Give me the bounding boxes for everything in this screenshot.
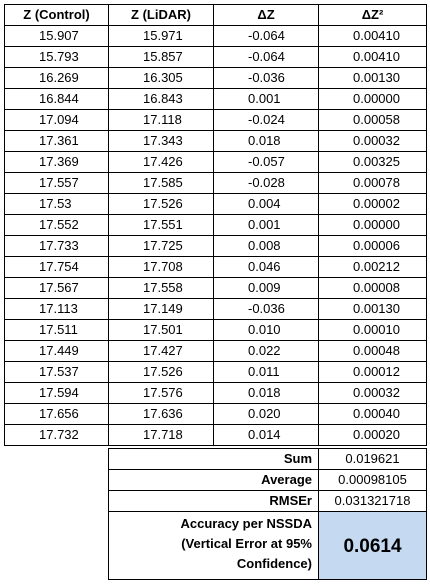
delta-z-cell: -0.024 [213,109,319,131]
delta-z-cell: 0.046 [213,256,319,278]
delta-z-squared-cell: 0.00410 [318,25,427,47]
z-control-cell: 17.449 [4,340,109,362]
delta-z-cell: -0.036 [213,67,319,89]
header-delta-z-squared: ΔZ² [318,4,427,26]
delta-z-cell: -0.028 [213,172,319,194]
z-control-cell: 17.552 [4,214,109,236]
z-lidar-cell: 17.708 [108,256,214,278]
delta-z-squared-cell: 0.00410 [318,46,427,68]
delta-z-cell: 0.020 [213,403,319,425]
delta-z-squared-cell: 0.00032 [318,130,427,152]
z-control-cell: 17.369 [4,151,109,173]
z-lidar-cell: 17.636 [108,403,214,425]
delta-z-cell: -0.057 [213,151,319,173]
z-lidar-cell: 17.576 [108,382,214,404]
delta-z-squared-cell: 0.00000 [318,214,427,236]
z-control-cell: 17.732 [4,424,109,446]
delta-z-squared-cell: 0.00010 [318,319,427,341]
z-control-cell: 17.567 [4,277,109,299]
z-lidar-cell: 17.343 [108,130,214,152]
z-lidar-cell: 15.971 [108,25,214,47]
accuracy-value: 0.0614 [318,511,427,580]
z-control-cell: 17.656 [4,403,109,425]
z-lidar-cell: 16.305 [108,67,214,89]
delta-z-cell: -0.064 [213,46,319,68]
z-lidar-cell: 16.843 [108,88,214,110]
z-lidar-cell: 17.551 [108,214,214,236]
z-lidar-cell: 17.501 [108,319,214,341]
z-control-cell: 17.537 [4,361,109,383]
z-control-cell: 17.113 [4,298,109,320]
header-z-control: Z (Control) [4,4,109,26]
z-lidar-cell: 17.526 [108,193,214,215]
delta-z-cell: -0.036 [213,298,319,320]
header-z-lidar: Z (LiDAR) [108,4,214,26]
delta-z-cell: -0.064 [213,25,319,47]
z-lidar-cell: 17.427 [108,340,214,362]
z-lidar-cell: 17.718 [108,424,214,446]
delta-z-cell: 0.018 [213,382,319,404]
delta-z-squared-cell: 0.00008 [318,277,427,299]
z-lidar-cell: 17.149 [108,298,214,320]
z-control-cell: 17.094 [4,109,109,131]
delta-z-squared-cell: 0.00058 [318,109,427,131]
z-lidar-cell: 15.857 [108,46,214,68]
delta-z-squared-cell: 0.00000 [318,88,427,110]
z-control-cell: 17.53 [4,193,109,215]
z-control-cell: 16.269 [4,67,109,89]
header-delta-z: ΔZ [213,4,319,26]
z-control-cell: 15.793 [4,46,109,68]
delta-z-cell: 0.010 [213,319,319,341]
average-label: Average [108,469,319,491]
z-lidar-cell: 17.426 [108,151,214,173]
delta-z-squared-cell: 0.00040 [318,403,427,425]
average-value: 0.00098105 [318,469,427,491]
delta-z-squared-cell: 0.00130 [318,67,427,89]
delta-z-cell: 0.001 [213,88,319,110]
delta-z-cell: 0.008 [213,235,319,257]
rmse-value: 0.031321718 [318,490,427,512]
delta-z-cell: 0.009 [213,277,319,299]
z-control-cell: 17.557 [4,172,109,194]
z-control-cell: 17.361 [4,130,109,152]
delta-z-squared-cell: 0.00212 [318,256,427,278]
delta-z-squared-cell: 0.00078 [318,172,427,194]
delta-z-squared-cell: 0.00130 [318,298,427,320]
delta-z-squared-cell: 0.00032 [318,382,427,404]
z-lidar-cell: 17.558 [108,277,214,299]
delta-z-cell: 0.018 [213,130,319,152]
sum-label: Sum [108,448,319,470]
delta-z-cell: 0.011 [213,361,319,383]
delta-z-squared-cell: 0.00006 [318,235,427,257]
delta-z-squared-cell: 0.00020 [318,424,427,446]
z-lidar-cell: 17.118 [108,109,214,131]
delta-z-squared-cell: 0.00325 [318,151,427,173]
delta-z-cell: 0.014 [213,424,319,446]
rmse-label: RMSEr [108,490,319,512]
z-control-cell: 17.511 [4,319,109,341]
z-lidar-cell: 17.725 [108,235,214,257]
z-control-cell: 16.844 [4,88,109,110]
z-control-cell: 15.907 [4,25,109,47]
delta-z-cell: 0.022 [213,340,319,362]
z-control-cell: 17.754 [4,256,109,278]
sum-value: 0.019621 [318,448,427,470]
accuracy-label: Accuracy per NSSDA (Vertical Error at 95% Confidence) [108,511,319,580]
z-lidar-cell: 17.585 [108,172,214,194]
delta-z-squared-cell: 0.00048 [318,340,427,362]
delta-z-squared-cell: 0.00012 [318,361,427,383]
z-control-cell: 17.733 [4,235,109,257]
z-lidar-cell: 17.526 [108,361,214,383]
delta-z-cell: 0.004 [213,193,319,215]
delta-z-squared-cell: 0.00002 [318,193,427,215]
z-control-cell: 17.594 [4,382,109,404]
delta-z-cell: 0.001 [213,214,319,236]
